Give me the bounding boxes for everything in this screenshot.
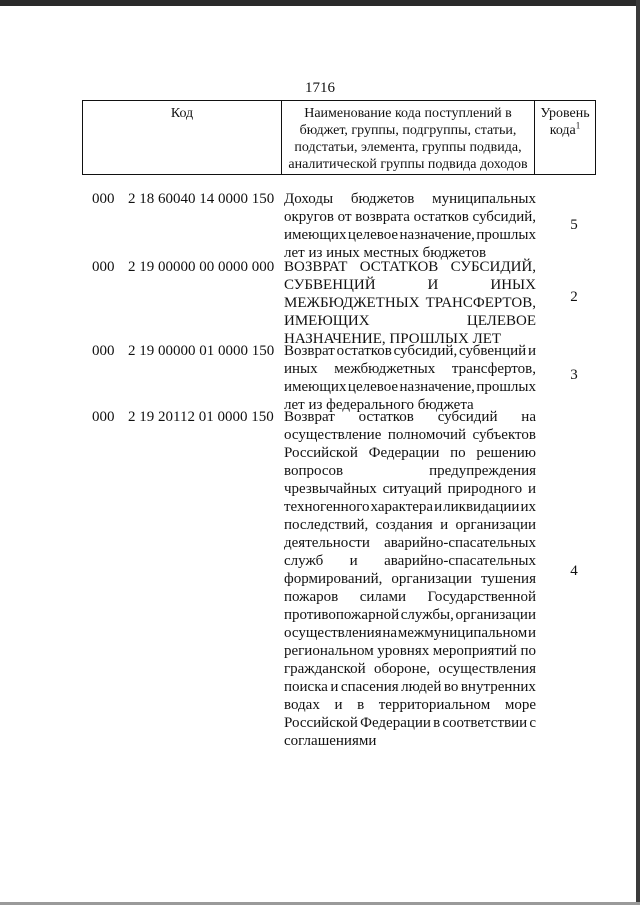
row-code: 2 19 00000 00 0000 000 [128, 259, 275, 275]
scan-border-right [636, 0, 640, 905]
row-name-line: Возврат остатков субсидий на [284, 409, 536, 425]
row-name-line: округов от возврата остатков субсидий, [284, 209, 536, 225]
row-level: 2 [570, 289, 578, 305]
row-name-line: иных межбюджетных трансфертов, [284, 361, 536, 377]
row-prefix: 000 [92, 343, 115, 359]
row-name-line: осуществление полномочий субъектов [284, 427, 536, 443]
row-level: 5 [570, 217, 578, 233]
row-name-line: водах и в территориальном море [284, 697, 536, 713]
row-name [284, 190, 536, 262]
column-header-code: Код [83, 101, 282, 175]
row-name-line: региональном уровнях мероприятий по [284, 643, 536, 659]
row-name-line: Возврат остатков субсидий, субвенций и [284, 343, 536, 359]
row-name-line: МЕЖБЮДЖЕТНЫХ ТРАНСФЕРТОВ, [284, 295, 536, 311]
row-name-line: чрезвычайных ситуаций природного и [284, 481, 536, 497]
row-code: 2 18 60040 14 0000 150 [128, 191, 275, 207]
row-name-line: противопожарной службы, организации [284, 607, 536, 623]
row-name-line: лет из иных местных бюджетов [284, 245, 487, 261]
row-prefix: 000 [92, 191, 115, 207]
row-name-line: имеющих целевое назначение, прошлых [284, 227, 536, 243]
row-name-line: Доходы бюджетов муниципальных [284, 191, 536, 207]
table-header [82, 100, 596, 175]
row-name-line: имеющих целевое назначение, прошлых [284, 379, 536, 395]
footnote-marker: 1 [575, 120, 581, 131]
row-name-line: гражданской обороне, осуществления [284, 661, 536, 677]
header-name-line: аналитической группы подвида доходов [288, 157, 528, 172]
row-level: 3 [570, 367, 578, 383]
row-code: 2 19 00000 01 0000 150 [128, 343, 275, 359]
row-name-line: соглашениями [284, 733, 377, 749]
row-prefix: 000 [92, 259, 115, 275]
row-name-line: Российской Федерации в соответствии с [284, 715, 536, 731]
row-name-line: пожаров силами Государственной [284, 589, 536, 605]
row-name-line: осуществления на межмуниципальном и [284, 625, 536, 641]
row-name-line: поиска и спасения людей во внутренних [284, 679, 536, 695]
row-level: 4 [570, 563, 578, 579]
row-name-line: ВОЗВРАТ ОСТАТКОВ СУБСИДИЙ, [284, 259, 536, 275]
header-name-line: бюджет, группы, подгруппы, статьи, [299, 123, 517, 138]
row-name-line: вопросов предупреждения [284, 463, 536, 479]
row-code: 2 19 20112 01 0000 150 [128, 409, 274, 425]
page-number: 1716 [305, 80, 335, 96]
row-name-line: техногенного характера и ликвидации их [284, 499, 536, 515]
row-name-line: служб и аварийно-спасательных [284, 553, 536, 569]
row-name-line: последствий, создания и организации [284, 517, 536, 533]
row-name-line: ИМЕЮЩИХ ЦЕЛЕВОЕ [284, 313, 536, 329]
column-header-name [282, 101, 535, 175]
row-name [284, 408, 536, 750]
row-name-line: лет из федерального бюджета [284, 397, 474, 413]
row-name-line: СУБВЕНЦИЙ И ИНЫХ [284, 277, 536, 293]
row-prefix: 000 [92, 409, 115, 425]
row-name-line: НАЗНАЧЕНИЕ, ПРОШЛЫХ ЛЕТ [284, 331, 502, 347]
row-name [284, 258, 536, 348]
header-name-line: подстатьи, элемента, группы подвида, [294, 140, 522, 155]
row-name [284, 342, 536, 414]
scan-border-top [0, 0, 640, 6]
header-name-line: Наименование кода поступлений в [304, 106, 512, 121]
row-name-line: Российской Федерации по решению [284, 445, 536, 461]
column-header-level: Уровень кода$^1$ [535, 101, 596, 175]
row-name-line: формирований, организации тушения [284, 571, 536, 587]
row-name-line: деятельности аварийно-спасательных [284, 535, 536, 551]
